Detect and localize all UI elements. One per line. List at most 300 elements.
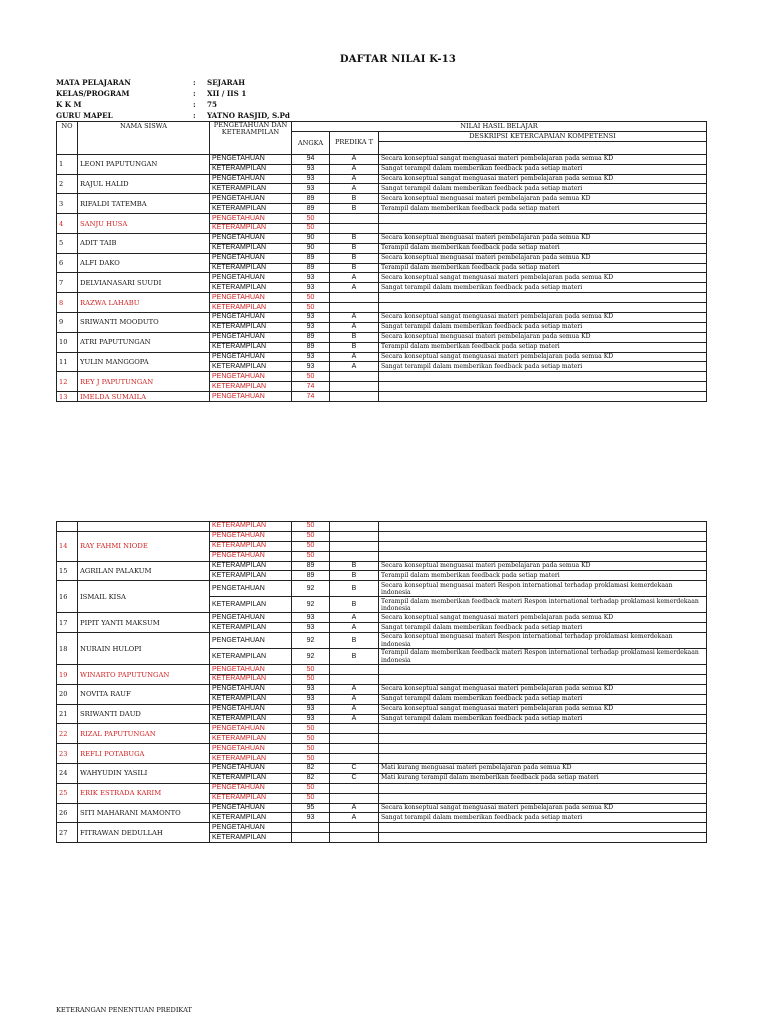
competency-type: KETERAMPILAN bbox=[210, 243, 292, 253]
competency-type: PENGETAHUAN bbox=[210, 273, 292, 283]
student-name: ERIK ESTRADA KARIM bbox=[78, 783, 210, 803]
table-row bbox=[57, 352, 707, 362]
score-number: 50 bbox=[292, 744, 330, 754]
score-number: 50 bbox=[292, 224, 330, 234]
student-name: LEONI PAPUTUNGAN bbox=[78, 154, 210, 174]
predikat-grade: A bbox=[330, 273, 379, 283]
competency-type: KETERAMPILAN bbox=[210, 734, 292, 744]
student-number: 14 bbox=[57, 531, 78, 561]
student-name: IMELDA SUMAILA bbox=[78, 392, 210, 402]
score-number: 94 bbox=[292, 154, 330, 164]
score-number: 92 bbox=[292, 649, 330, 665]
competency-type: PENGETAHUAN bbox=[210, 633, 292, 649]
student-number: 22 bbox=[57, 724, 78, 744]
score-number: 89 bbox=[292, 194, 330, 204]
competency-type: PENGETAHUAN bbox=[210, 332, 292, 342]
student-number: 16 bbox=[57, 581, 78, 613]
predikat-grade: A bbox=[330, 352, 379, 362]
competency-type: PENGETAHUAN bbox=[210, 581, 292, 597]
predikat-grade bbox=[330, 214, 379, 224]
competency-description: Terampil dalam memberikan feedback materi Respon international terhadap proklamasi kemerdekaan indonesia bbox=[379, 597, 707, 613]
competency-type: PENGETAHUAN bbox=[210, 764, 292, 774]
competency-description bbox=[379, 823, 707, 833]
student-number: 17 bbox=[57, 613, 78, 633]
grade-table-page-1 bbox=[56, 121, 707, 402]
score-number: 50 bbox=[292, 665, 330, 675]
student-name: WINARTO PAPUTUNGAN bbox=[78, 665, 210, 685]
competency-description: Secara konseptual menguasai materi pembelajaran pada semua KD bbox=[379, 194, 707, 204]
table-row bbox=[57, 613, 707, 623]
table-row bbox=[57, 313, 707, 323]
meta-block bbox=[56, 77, 407, 121]
meta-row: KELAS/PROGRAM : XII / IIS 1 bbox=[56, 89, 247, 98]
competency-description: Sangat terampil dalam memberikan feedback pada setiap materi bbox=[379, 322, 707, 332]
predikat-grade: A bbox=[330, 283, 379, 293]
score-number: 50 bbox=[292, 754, 330, 764]
predikat-grade bbox=[330, 783, 379, 793]
student-number: 18 bbox=[57, 633, 78, 665]
predikat-grade bbox=[330, 823, 379, 833]
student-number bbox=[57, 522, 78, 532]
competency-description: Sangat terampil dalam memberikan feedback pada setiap materi bbox=[379, 813, 707, 823]
competency-description bbox=[379, 522, 707, 532]
score-number: 93 bbox=[292, 623, 330, 633]
student-name: WAHYUDIN YASILI bbox=[78, 764, 210, 784]
competency-type: KETERAMPILAN bbox=[210, 793, 292, 803]
student-number: 6 bbox=[57, 253, 78, 273]
table-row bbox=[57, 764, 707, 774]
student-name: DELVIANASARI SUUDI bbox=[78, 273, 210, 293]
predikat-grade: A bbox=[330, 813, 379, 823]
predikat-grade: B bbox=[330, 633, 379, 649]
score-number: 93 bbox=[292, 362, 330, 372]
score-number: 93 bbox=[292, 813, 330, 823]
predikat-grade: A bbox=[330, 313, 379, 323]
meta-row: GURU MAPEL : YATNO RASJID, S.Pd bbox=[56, 111, 290, 120]
competency-type: KETERAMPILAN bbox=[210, 522, 292, 532]
competency-description bbox=[379, 372, 707, 382]
competency-type: KETERAMPILAN bbox=[210, 675, 292, 685]
competency-description: Secara konseptual menguasai materi Respon international terhadap proklamasi kemerdekaan indonesia bbox=[379, 633, 707, 649]
student-number: 9 bbox=[57, 313, 78, 333]
competency-type: PENGETAHUAN bbox=[210, 372, 292, 382]
score-number: 93 bbox=[292, 322, 330, 332]
competency-description bbox=[379, 382, 707, 392]
score-number: 93 bbox=[292, 273, 330, 283]
score-number: 50 bbox=[292, 531, 330, 541]
student-number: 3 bbox=[57, 194, 78, 214]
table-row bbox=[57, 273, 707, 283]
student-number: 25 bbox=[57, 783, 78, 803]
score-number: 82 bbox=[292, 764, 330, 774]
score-number: 93 bbox=[292, 694, 330, 704]
score-number: 50 bbox=[292, 303, 330, 313]
table-row bbox=[57, 233, 707, 243]
predikat-grade: B bbox=[330, 263, 379, 273]
score-number: 93 bbox=[292, 184, 330, 194]
score-number bbox=[292, 823, 330, 833]
student-name: NOVITA RAUF bbox=[78, 684, 210, 704]
competency-description bbox=[379, 783, 707, 793]
score-number: 92 bbox=[292, 581, 330, 597]
table-row bbox=[57, 194, 707, 204]
competency-type: KETERAMPILAN bbox=[210, 561, 292, 571]
score-number: 89 bbox=[292, 204, 330, 214]
competency-description bbox=[379, 724, 707, 734]
score-number: 50 bbox=[292, 793, 330, 803]
table-row bbox=[57, 531, 707, 541]
predikat-grade: A bbox=[330, 714, 379, 724]
score-number: 50 bbox=[292, 372, 330, 382]
predikat-grade bbox=[330, 793, 379, 803]
competency-type: KETERAMPILAN bbox=[210, 283, 292, 293]
competency-description: Secara konseptual menguasai materi pembelajaran pada semua KD bbox=[379, 332, 707, 342]
score-number: 50 bbox=[292, 783, 330, 793]
competency-description: Sangat terampil dalam memberikan feedback pada setiap materi bbox=[379, 164, 707, 174]
table-row bbox=[57, 154, 707, 164]
competency-description bbox=[379, 754, 707, 764]
table-row bbox=[57, 704, 707, 714]
competency-description: Secara konseptual menguasai materi pembelajaran pada semua KD bbox=[379, 561, 707, 571]
competency-type: PENGETAHUAN bbox=[210, 194, 292, 204]
score-number: 93 bbox=[292, 164, 330, 174]
table-row bbox=[57, 665, 707, 675]
competency-type: PENGETAHUAN bbox=[210, 704, 292, 714]
student-name: RAZWA LAHABU bbox=[78, 293, 210, 313]
competency-type: KETERAMPILAN bbox=[210, 714, 292, 724]
competency-type: PENGETAHUAN bbox=[210, 174, 292, 184]
competency-description: Terampil dalam memberikan feedback pada setiap materi bbox=[379, 571, 707, 581]
predikat-grade: A bbox=[330, 684, 379, 694]
score-number: 50 bbox=[292, 214, 330, 224]
predikat-grade: B bbox=[330, 342, 379, 352]
competency-description: Secara konseptual sangat menguasai materi pembelajaran pada semua KD bbox=[379, 613, 707, 623]
student-number: 26 bbox=[57, 803, 78, 823]
competency-type: KETERAMPILAN bbox=[210, 623, 292, 633]
student-name: ADIT TAIB bbox=[78, 233, 210, 253]
table-row bbox=[57, 561, 707, 571]
score-number: 50 bbox=[292, 551, 330, 561]
competency-type: PENGETAHUAN bbox=[210, 233, 292, 243]
student-number: 21 bbox=[57, 704, 78, 724]
predikat-grade bbox=[330, 392, 379, 402]
competency-type: KETERAMPILAN bbox=[210, 541, 292, 551]
score-number: 90 bbox=[292, 233, 330, 243]
table-row bbox=[57, 214, 707, 224]
predikat-grade: A bbox=[330, 154, 379, 164]
score-number: 89 bbox=[292, 561, 330, 571]
student-number: 5 bbox=[57, 233, 78, 253]
competency-type: PENGETAHUAN bbox=[210, 684, 292, 694]
predikat-grade: A bbox=[330, 803, 379, 813]
table-row bbox=[57, 174, 707, 184]
predikat-grade: A bbox=[330, 694, 379, 704]
student-number: 11 bbox=[57, 352, 78, 372]
competency-description: Secara konseptual sangat menguasai materi pembelajaran pada semua KD bbox=[379, 352, 707, 362]
score-number: 50 bbox=[292, 541, 330, 551]
competency-description: Secara konseptual sangat menguasai materi pembelajaran pada semua KD bbox=[379, 273, 707, 283]
competency-description: Sangat terampil dalam memberikan feedback pada setiap materi bbox=[379, 694, 707, 704]
score-number: 50 bbox=[292, 293, 330, 303]
competency-type: KETERAMPILAN bbox=[210, 204, 292, 214]
competency-type: KETERAMPILAN bbox=[210, 773, 292, 783]
predikat-grade: A bbox=[330, 613, 379, 623]
student-name: RAY FAHMI NIODE bbox=[78, 531, 210, 561]
student-name: REY J PAPUTUNGAN bbox=[78, 372, 210, 392]
predikat-grade bbox=[330, 224, 379, 234]
predikat-grade bbox=[330, 744, 379, 754]
predikat-grade: B bbox=[330, 597, 379, 613]
footer-note: KETERANGAN PENENTUAN PREDIKAT bbox=[56, 1006, 192, 1014]
competency-description: Secara konseptual menguasai materi pembelajaran pada semua KD bbox=[379, 253, 707, 263]
predikat-grade: B bbox=[330, 253, 379, 263]
predikat-grade bbox=[330, 382, 379, 392]
competency-description bbox=[379, 793, 707, 803]
competency-type: KETERAMPILAN bbox=[210, 342, 292, 352]
grade-table-page-2 bbox=[56, 521, 707, 843]
predikat-grade bbox=[330, 522, 379, 532]
competency-description: Terampil dalam memberikan feedback pada setiap materi bbox=[379, 263, 707, 273]
student-name: PIPIT YANTI MAKSUM bbox=[78, 613, 210, 633]
table-row bbox=[57, 332, 707, 342]
competency-description: Terampil dalam memberikan feedback pada setiap materi bbox=[379, 243, 707, 253]
competency-type: KETERAMPILAN bbox=[210, 649, 292, 665]
competency-type: KETERAMPILAN bbox=[210, 571, 292, 581]
student-number: 19 bbox=[57, 665, 78, 685]
student-number: 10 bbox=[57, 332, 78, 352]
student-number: 2 bbox=[57, 174, 78, 194]
student-name: SITI MAHARANI MAMONTO bbox=[78, 803, 210, 823]
header-ket: PENGETAHUAN DAN KETERAMPILAN bbox=[210, 122, 292, 155]
competency-description: Secara konseptual sangat menguasai materi pembelajaran pada semua KD bbox=[379, 154, 707, 164]
table-row bbox=[57, 581, 707, 597]
score-number: 89 bbox=[292, 253, 330, 263]
score-number: 89 bbox=[292, 571, 330, 581]
competency-description: Secara konseptual sangat menguasai materi pembelajaran pada semua KD bbox=[379, 684, 707, 694]
competency-description bbox=[379, 734, 707, 744]
competency-type: PENGETAHUAN bbox=[210, 253, 292, 263]
competency-type: KETERAMPILAN bbox=[210, 184, 292, 194]
competency-description bbox=[379, 833, 707, 843]
student-name: ALFI DAKO bbox=[78, 253, 210, 273]
competency-type: PENGETAHUAN bbox=[210, 293, 292, 303]
student-number: 23 bbox=[57, 744, 78, 764]
student-number: 27 bbox=[57, 823, 78, 843]
competency-type: PENGETAHUAN bbox=[210, 531, 292, 541]
competency-type: KETERAMPILAN bbox=[210, 382, 292, 392]
competency-type: KETERAMPILAN bbox=[210, 322, 292, 332]
score-number: 90 bbox=[292, 243, 330, 253]
predikat-grade bbox=[330, 665, 379, 675]
header-predikat: PREDIKA T bbox=[330, 131, 379, 154]
student-number: 24 bbox=[57, 764, 78, 784]
header-no: NO bbox=[57, 122, 78, 155]
score-number: 93 bbox=[292, 174, 330, 184]
competency-description: Terampil dalam memberikan feedback pada setiap materi bbox=[379, 342, 707, 352]
score-number: 89 bbox=[292, 342, 330, 352]
predikat-grade bbox=[330, 675, 379, 685]
competency-description bbox=[379, 531, 707, 541]
competency-type: PENGETAHUAN bbox=[210, 823, 292, 833]
table-row bbox=[57, 724, 707, 734]
table-row bbox=[57, 522, 707, 532]
score-number bbox=[292, 833, 330, 843]
student-number: 20 bbox=[57, 684, 78, 704]
student-number: 7 bbox=[57, 273, 78, 293]
student-name bbox=[78, 522, 210, 532]
predikat-grade bbox=[330, 833, 379, 843]
competency-type: PENGETAHUAN bbox=[210, 803, 292, 813]
competency-type: PENGETAHUAN bbox=[210, 154, 292, 164]
competency-type: KETERAMPILAN bbox=[210, 224, 292, 234]
competency-description: Sangat terampil dalam memberikan feedback pada setiap materi bbox=[379, 184, 707, 194]
competency-description: Secara konseptual sangat menguasai materi pembelajaran pada semua KD bbox=[379, 704, 707, 714]
competency-description: Sangat terampil dalam memberikan feedback pada setiap materi bbox=[379, 362, 707, 372]
competency-description: Sangat terampil dalam memberikan feedback pada setiap materi bbox=[379, 623, 707, 633]
competency-description bbox=[379, 214, 707, 224]
score-number: 93 bbox=[292, 613, 330, 623]
score-number: 93 bbox=[292, 704, 330, 714]
predikat-grade: B bbox=[330, 571, 379, 581]
score-number: 93 bbox=[292, 313, 330, 323]
score-number: 93 bbox=[292, 684, 330, 694]
predikat-grade bbox=[330, 293, 379, 303]
predikat-grade: A bbox=[330, 704, 379, 714]
header-name: NAMA SISWA bbox=[78, 122, 210, 155]
table-row bbox=[57, 783, 707, 793]
predikat-grade: B bbox=[330, 233, 379, 243]
predikat-grade: B bbox=[330, 649, 379, 665]
score-number: 89 bbox=[292, 263, 330, 273]
student-name: RIZAL PAPUTUNGAN bbox=[78, 724, 210, 744]
score-number: 92 bbox=[292, 633, 330, 649]
header-nilai: NILAI HASIL BELAJAR bbox=[292, 122, 707, 132]
score-number: 92 bbox=[292, 597, 330, 613]
score-number: 82 bbox=[292, 773, 330, 783]
competency-description bbox=[379, 551, 707, 561]
predikat-grade: B bbox=[330, 243, 379, 253]
meta-row: MATA PELAJARAN : SEJARAH bbox=[56, 78, 245, 87]
score-number: 93 bbox=[292, 283, 330, 293]
predikat-grade: B bbox=[330, 581, 379, 597]
predikat-grade: B bbox=[330, 204, 379, 214]
competency-type: KETERAMPILAN bbox=[210, 263, 292, 273]
score-number: 93 bbox=[292, 352, 330, 362]
table-row bbox=[57, 744, 707, 754]
student-name: REFLI POTABUGA bbox=[78, 744, 210, 764]
student-name: FITRAWAN DEDULLAH bbox=[78, 823, 210, 843]
table-row bbox=[57, 803, 707, 813]
competency-description bbox=[379, 303, 707, 313]
competency-description bbox=[379, 665, 707, 675]
predikat-grade bbox=[330, 724, 379, 734]
competency-type: PENGETAHUAN bbox=[210, 214, 292, 224]
student-number: 12 bbox=[57, 372, 78, 392]
predikat-grade: B bbox=[330, 194, 379, 204]
table-row bbox=[57, 823, 707, 833]
competency-type: PENGETAHUAN bbox=[210, 783, 292, 793]
student-name: RIFALDI TATEMBA bbox=[78, 194, 210, 214]
competency-description: Secara konseptual menguasai materi pembelajaran pada semua KD bbox=[379, 233, 707, 243]
student-name: RAJUL HALID bbox=[78, 174, 210, 194]
score-number: 74 bbox=[292, 382, 330, 392]
competency-type: PENGETAHUAN bbox=[210, 613, 292, 623]
score-number: 50 bbox=[292, 522, 330, 532]
competency-type: KETERAMPILAN bbox=[210, 362, 292, 372]
predikat-grade: A bbox=[330, 362, 379, 372]
table-row bbox=[57, 392, 707, 402]
score-number: 50 bbox=[292, 724, 330, 734]
predikat-grade: A bbox=[330, 174, 379, 184]
competency-description bbox=[379, 541, 707, 551]
predikat-grade: C bbox=[330, 773, 379, 783]
student-name: YULIN MANGGOPA bbox=[78, 352, 210, 372]
predikat-grade: C bbox=[330, 764, 379, 774]
student-name: AGRILAN PALAKUM bbox=[78, 561, 210, 581]
competency-type: KETERAMPILAN bbox=[210, 833, 292, 843]
student-number: 15 bbox=[57, 561, 78, 581]
competency-description: Secara konseptual sangat menguasai materi pembelajaran pada semua KD bbox=[379, 174, 707, 184]
competency-type: KETERAMPILAN bbox=[210, 813, 292, 823]
competency-description bbox=[379, 392, 707, 402]
competency-description bbox=[379, 675, 707, 685]
predikat-grade bbox=[330, 754, 379, 764]
competency-description: Secara konseptual menguasai materi Respon international terhadap proklamasi kemerdekaan indonesia bbox=[379, 581, 707, 597]
student-number: 13 bbox=[57, 392, 78, 402]
student-name: NURAIN HULOPI bbox=[78, 633, 210, 665]
competency-type: KETERAMPILAN bbox=[210, 303, 292, 313]
competency-description: Mati kurang menguasai materi pembelajaran pada semua KD bbox=[379, 764, 707, 774]
predikat-grade: B bbox=[330, 332, 379, 342]
score-number: 50 bbox=[292, 734, 330, 744]
predikat-grade bbox=[330, 551, 379, 561]
student-name: SRIWANTI DAUD bbox=[78, 704, 210, 724]
competency-type: PENGETAHUAN bbox=[210, 313, 292, 323]
table-row bbox=[57, 253, 707, 263]
predikat-grade bbox=[330, 531, 379, 541]
header-angka: ANGKA bbox=[292, 131, 330, 154]
predikat-grade: A bbox=[330, 623, 379, 633]
header-deskripsi: DESKRIPSI KETERCAPAIAN KOMPETENSI bbox=[379, 131, 707, 141]
score-number: 95 bbox=[292, 803, 330, 813]
competency-type: PENGETAHUAN bbox=[210, 744, 292, 754]
student-number: 1 bbox=[57, 154, 78, 174]
score-number: 50 bbox=[292, 675, 330, 685]
score-number: 89 bbox=[292, 332, 330, 342]
competency-description: Secara konseptual sangat menguasai materi pembelajaran pada semua KD bbox=[379, 313, 707, 323]
competency-type: PENGETAHUAN bbox=[210, 551, 292, 561]
predikat-grade: A bbox=[330, 164, 379, 174]
competency-description bbox=[379, 293, 707, 303]
document-title: DAFTAR NILAI K-13 bbox=[339, 54, 457, 65]
predikat-grade bbox=[330, 541, 379, 551]
student-name: SRIWANTI MOODUTO bbox=[78, 313, 210, 333]
predikat-grade: B bbox=[330, 561, 379, 571]
predikat-grade bbox=[330, 303, 379, 313]
competency-description: Mati kurang terampil dalam memberikan feedback pada setiap materi bbox=[379, 773, 707, 783]
student-name: SANJU HUSA bbox=[78, 214, 210, 234]
table-row bbox=[57, 684, 707, 694]
competency-description: Terampil dalam memberikan feedback pada setiap materi bbox=[379, 204, 707, 214]
score-number: 74 bbox=[292, 392, 330, 402]
competency-type: PENGETAHUAN bbox=[210, 724, 292, 734]
meta-row: K K M : 75 bbox=[56, 100, 218, 109]
competency-description: Secara konseptual sangat menguasai materi pembelajaran pada semua KD bbox=[379, 803, 707, 813]
competency-description: Sangat terampil dalam memberikan feedback pada setiap materi bbox=[379, 714, 707, 724]
competency-type: KETERAMPILAN bbox=[210, 754, 292, 764]
student-name: ATRI PAPUTUNGAN bbox=[78, 332, 210, 352]
predikat-grade: A bbox=[330, 184, 379, 194]
